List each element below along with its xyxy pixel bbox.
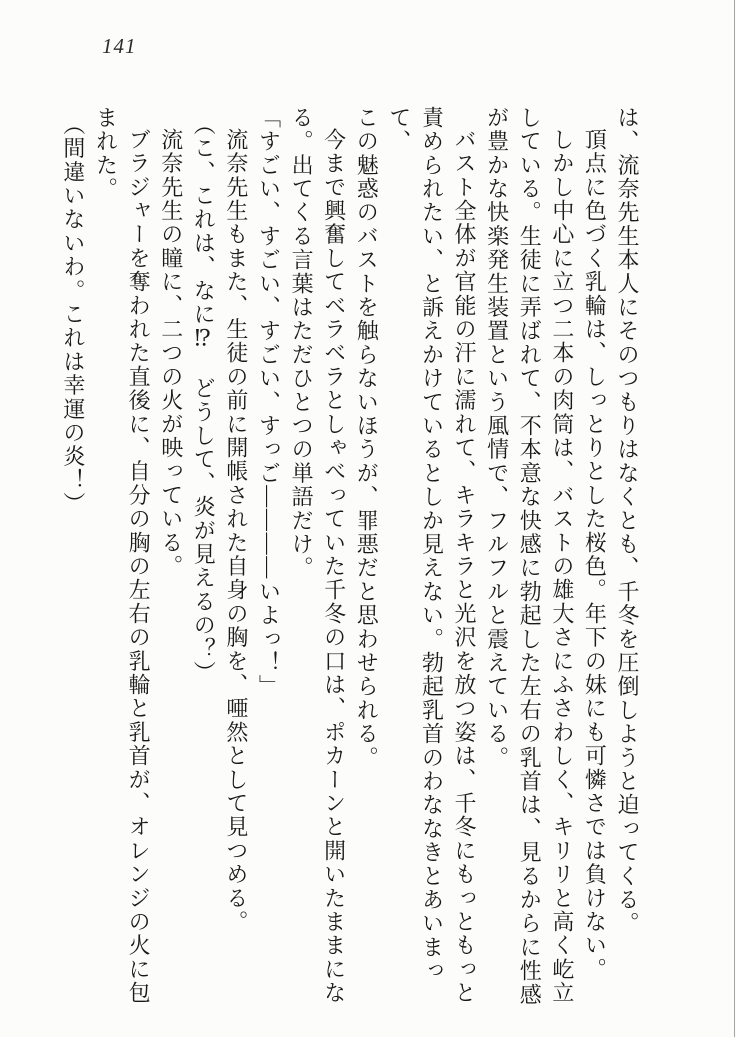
- text-column: 責められたい、と訴えかけているとしか見えない。勃起乳首のわななきとあいまって、: [386, 106, 445, 983]
- text-column: 「すごい、すごい、すごい、すっご――――いよっ！」: [256, 106, 282, 699]
- text-column: は、流奈先生本人にそのつもりはなくとも、千冬を圧倒しようと迫ってくる。: [615, 106, 640, 936]
- text-column: （こ、これは、なに⁉ どうして、炎が見えるの？）: [191, 112, 217, 685]
- text-column: バスト全体が官能の汗に濡れて、キラキラと光沢を放つ姿は、千冬にもっともっと: [452, 128, 478, 1005]
- page-edge-line: [734, 0, 735, 1037]
- page-number: 141: [102, 34, 137, 58]
- text-column: （間違いないわ。これは幸運の炎！）: [60, 112, 86, 516]
- text-column: している。生徒に弄ばれて、不本意な快感に勃起した左右の乳首は、見るからに性感: [517, 106, 543, 1007]
- text-block: [56, 106, 643, 1008]
- text-column: る。出てくる言葉はただひとつの単語だけ。: [289, 106, 315, 580]
- text-column: 流奈先生もまた、生徒の前に開帳された自身の胸を、唖然として見つめる。: [223, 128, 249, 934]
- text-column: この魅惑のバストを触らないほうが、罪悪だと思わせられる。: [354, 106, 380, 770]
- text-column: 今まで興奮してベラベラとしゃべっていた千冬の口は、ポカーンと開いたままにな: [321, 128, 347, 1005]
- text-column: 頂点に色づく乳輪は、しっとりとした桜色。年下の妹にも可憐さでは負けない。: [582, 128, 608, 982]
- text-column: 流奈先生の瞳に、二つの火が映っている。: [158, 128, 184, 579]
- text-column: まれた。: [93, 106, 119, 201]
- text-column: しかし中心に立つ二本の肉筒は、バストの雄大さにふさわしく、キリリと高く屹立: [549, 128, 575, 1005]
- text-column: が豊かな快楽発生装置という風情で、フルフルと震えている。: [484, 106, 510, 770]
- text-column: ブラジャーを奪われた直後に、自分の胸の左右の乳輪と乳首が、オレンジの火に包: [126, 128, 152, 1005]
